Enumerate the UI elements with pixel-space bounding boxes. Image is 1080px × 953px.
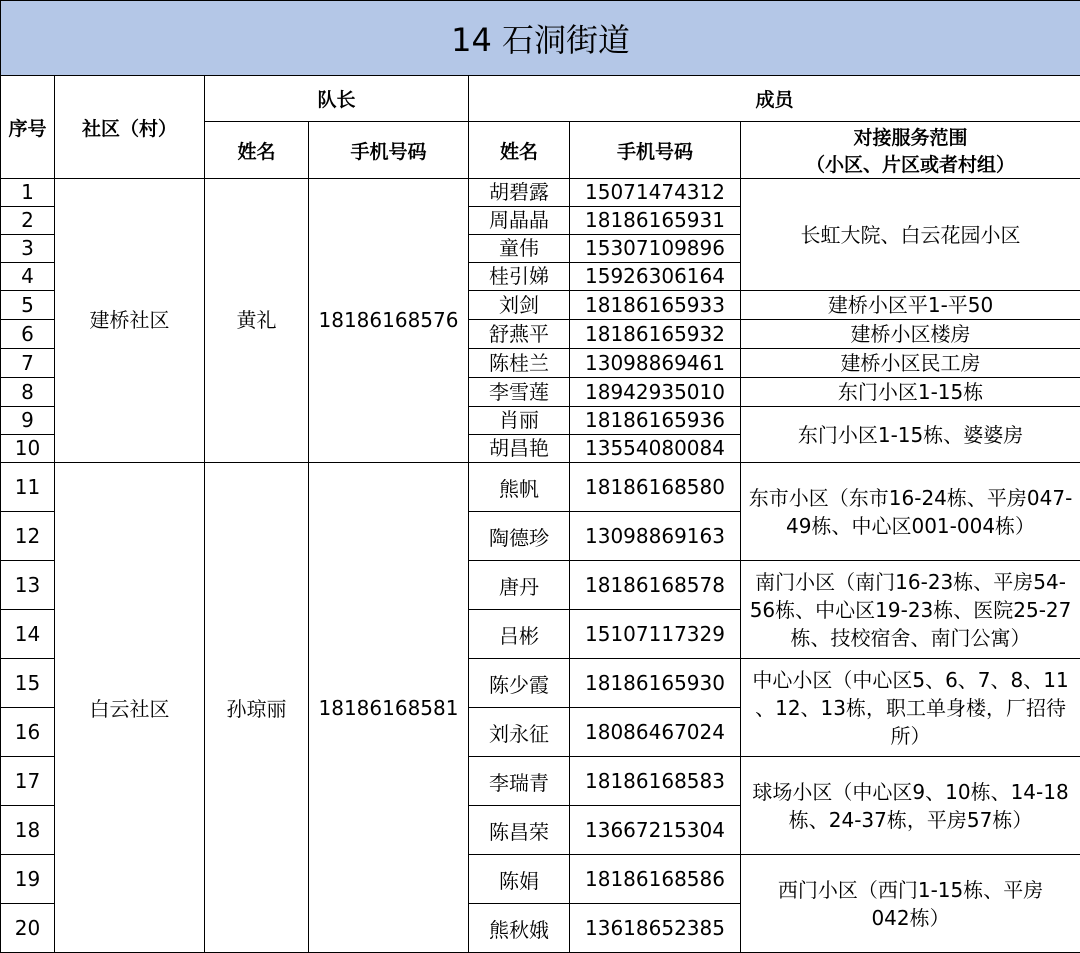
scope-cell [741, 561, 1080, 659]
header-members: 成员 [469, 76, 1080, 122]
row-seq: 3 [1, 235, 55, 263]
member-name: 陈少霞 [469, 659, 570, 708]
row-seq: 8 [1, 378, 55, 407]
row-seq: 1 [1, 179, 55, 207]
row-seq: 5 [1, 291, 55, 320]
scope-cell [741, 463, 1080, 561]
header-scope-line: 对接服务范围 [741, 123, 1080, 150]
member-name: 熊帆 [469, 463, 570, 512]
row-seq: 18 [1, 806, 55, 855]
header-scope [741, 122, 1080, 179]
row-seq: 12 [1, 512, 55, 561]
member-name: 胡昌艳 [469, 435, 570, 463]
scope-cell [741, 659, 1080, 757]
scope-line: 球场小区（中心区9、10栋、14-18 [741, 778, 1080, 806]
row-seq: 10 [1, 435, 55, 463]
header-scope-line: （小区、片区或者村组） [741, 150, 1080, 177]
member-name: 陈昌荣 [469, 806, 570, 855]
row-seq: 11 [1, 463, 55, 512]
scope-line: 所） [741, 722, 1080, 750]
row-seq: 9 [1, 407, 55, 435]
scope-line: 栋、24-37栋，平房57栋） [741, 806, 1080, 834]
header-captain: 队长 [205, 76, 469, 122]
scope-line: 、12、13栋，职工单身楼，厂招待 [741, 694, 1080, 722]
header-community: 社区（村） [55, 76, 205, 179]
member-name: 唐丹 [469, 561, 570, 610]
scope-line: 栋、技校宿舍、南门公寓） [741, 624, 1080, 652]
member-phone: 18186168580 [570, 463, 741, 512]
member-phone: 13098869163 [570, 512, 741, 561]
member-name: 胡碧露 [469, 179, 570, 207]
header-seq: 序号 [1, 76, 55, 179]
member-phone: 18186168583 [570, 757, 741, 806]
community-cell: 建桥社区 [55, 179, 205, 463]
captain-name-cell: 黄礼 [205, 179, 309, 463]
row-seq: 4 [1, 263, 55, 291]
scope-line: 东市小区（东市16-24栋、平房047- [741, 484, 1080, 512]
community-cell: 白云社区 [55, 463, 205, 953]
scope-line: 西门小区（西门1-15栋、平房 [741, 876, 1080, 904]
scope-cell [741, 757, 1080, 855]
member-phone: 18186168586 [570, 855, 741, 904]
row-seq: 7 [1, 349, 55, 378]
member-name: 熊秋娥 [469, 904, 570, 953]
member-phone: 13098869461 [570, 349, 741, 378]
member-phone: 18942935010 [570, 378, 741, 407]
table-row [1, 179, 1080, 207]
member-phone: 13667215304 [570, 806, 741, 855]
row-seq: 17 [1, 757, 55, 806]
member-phone: 18186165932 [570, 320, 741, 349]
member-phone: 15926306164 [570, 263, 741, 291]
member-phone: 18186165933 [570, 291, 741, 320]
member-phone: 13618652385 [570, 904, 741, 953]
member-phone: 15071474312 [570, 179, 741, 207]
captain-phone-cell: 18186168576 [309, 179, 469, 463]
row-seq: 13 [1, 561, 55, 610]
member-name: 刘剑 [469, 291, 570, 320]
scope-cell [741, 855, 1080, 953]
scope-line: 南门小区（南门16-23栋、平房54- [741, 568, 1080, 596]
scope-line: 042栋） [741, 904, 1080, 932]
row-seq: 19 [1, 855, 55, 904]
member-name: 肖丽 [469, 407, 570, 435]
member-name: 吕彬 [469, 610, 570, 659]
member-phone: 15307109896 [570, 235, 741, 263]
member-name: 周晶晶 [469, 207, 570, 235]
member-phone: 18186165936 [570, 407, 741, 435]
header-captain-name: 姓名 [205, 122, 309, 179]
scope-line: 56栋、中心区19-23栋、医院25-27 [741, 596, 1080, 624]
member-name: 陈娟 [469, 855, 570, 904]
scope-line: 49栋、中心区001-004栋） [741, 512, 1080, 540]
member-phone: 13554080084 [570, 435, 741, 463]
scope-cell: 东门小区1-15栋、婆婆房 [741, 407, 1080, 463]
member-phone: 15107117329 [570, 610, 741, 659]
member-name: 童伟 [469, 235, 570, 263]
scope-cell: 东门小区1-15栋 [741, 378, 1080, 407]
member-phone: 18186165930 [570, 659, 741, 708]
member-phone: 18186168578 [570, 561, 741, 610]
scope-cell: 长虹大院、白云花园小区 [741, 179, 1080, 291]
row-seq: 6 [1, 320, 55, 349]
scope-cell: 建桥小区楼房 [741, 320, 1080, 349]
scope-cell: 建桥小区民工房 [741, 349, 1080, 378]
member-phone: 18186165931 [570, 207, 741, 235]
captain-name-cell: 孙琼丽 [205, 463, 309, 953]
scope-line: 中心小区（中心区5、6、7、8、11 [741, 666, 1080, 694]
row-seq: 14 [1, 610, 55, 659]
header-captain-phone: 手机号码 [309, 122, 469, 179]
table-row [1, 463, 1080, 512]
header-member-name: 姓名 [469, 122, 570, 179]
member-name: 陶德珍 [469, 512, 570, 561]
member-name: 陈桂兰 [469, 349, 570, 378]
scope-cell: 建桥小区平1-平50 [741, 291, 1080, 320]
page-title: 14 石洞街道 [1, 1, 1080, 76]
row-seq: 16 [1, 708, 55, 757]
row-seq: 20 [1, 904, 55, 953]
member-name: 桂引娣 [469, 263, 570, 291]
member-name: 刘永征 [469, 708, 570, 757]
member-name: 李瑞青 [469, 757, 570, 806]
captain-phone-cell: 18186168581 [309, 463, 469, 953]
row-seq: 2 [1, 207, 55, 235]
header-member-phone: 手机号码 [570, 122, 741, 179]
member-name: 舒燕平 [469, 320, 570, 349]
member-name: 李雪莲 [469, 378, 570, 407]
member-phone: 18086467024 [570, 708, 741, 757]
row-seq: 15 [1, 659, 55, 708]
